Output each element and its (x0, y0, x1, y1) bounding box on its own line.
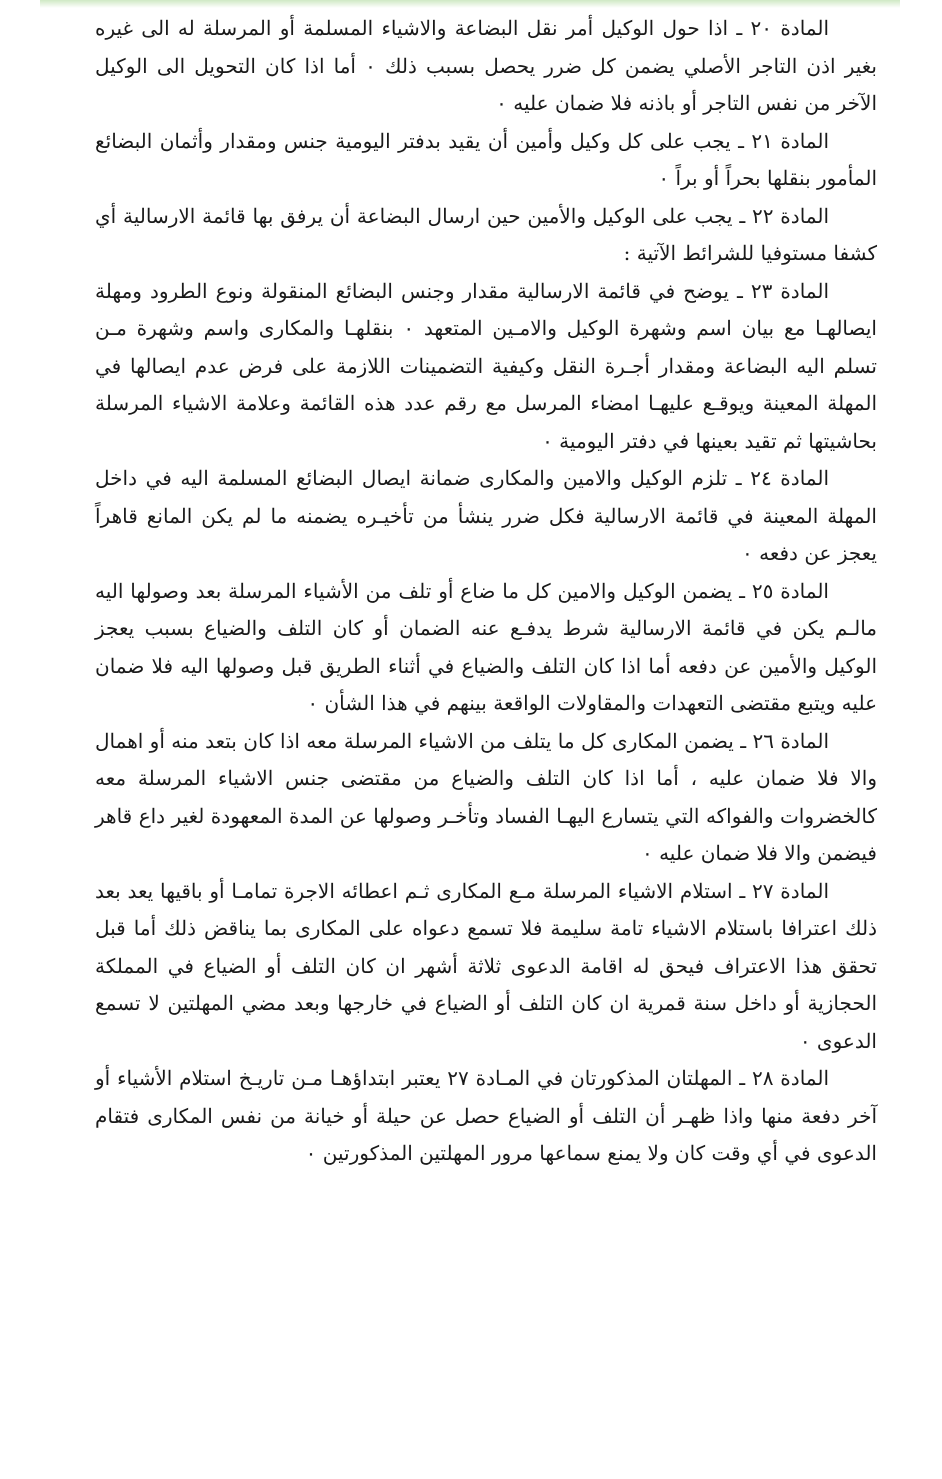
top-color-strip (40, 0, 900, 8)
article-label: المادة ٢٦ ـ (740, 728, 830, 753)
article-22 (95, 198, 877, 273)
article-label: المادة ٢٢ ـ (739, 203, 829, 228)
article-24 (95, 460, 877, 573)
article-28 (95, 1060, 877, 1173)
article-label: المادة ٢٤ ـ (735, 466, 829, 490)
article-23 (95, 273, 877, 461)
article-text: المهلتان المذكورتان في المـادة ٢٧ يعتبر ابتداؤهـا مـن تاريـخ استلام الأشياء أو آخر دفعة منها واذا ظهـر أن التلف أو الضياع حصل عن حيلة أو خيانة من نفس المكارى فتقام الدعوى في أي وقت كان ولا يمنع سماعها مرور المهلتين المذكورتين ٠ (95, 1066, 877, 1165)
article-20 (95, 10, 877, 123)
article-text: يضمن الوكيل والامين كل ما ضاع أو تلف من الأشياء المرسلة بعد وصولها اليه مالـم يكن في قائمة الارسالية شرط يدفـع عنه الضمان أو كان التلف والضياع بسبب يعجز الوكيل والأمين عن دفعه أما اذا كان التلف والضياع في أثناء الطريق قبل وصولها اليه فلا ضمان عليه ويتبع مقتضى التعهدات والمقاولات الواقعة بينهم في هذا الشأن ٠ (95, 578, 877, 715)
article-26 (95, 723, 877, 873)
article-label: المادة ٢٨ ـ (739, 1066, 829, 1090)
article-text: يضمن المكارى كل ما يتلف من الاشياء المرسلة معه اذا كان بتعد منه أو اهمال والا فلا ضمان عليه ، أما اذا كان التلف والضياع من مقتضى جنس الاشياء المرسلة معه كالخضروات والفواكه التي يتسارع اليهـا الفساد وتأخـر وصولها عن المدة المعهودة لغير داع قاهر فيضمن والا فلا ضمان عليه ٠ (95, 728, 877, 865)
article-label: المادة ٢٠ ـ (736, 16, 830, 40)
article-text: تلزم الوكيل والامين والمكارى ضمانة ايصال البضائع المسلمة اليه في داخل المهلة المعينة في قائمة الارسالية فكل ضرر ينشأ من تأخيـره يضمنه ما لم يكن المانع قاهراً يعجز عن دفعه ٠ (95, 466, 877, 565)
article-27 (95, 873, 877, 1061)
article-25 (95, 573, 877, 723)
article-text: استلام الاشياء المرسلة مـع المكارى ثـم اعطائه الاجرة تمامـا أو باقيها يعد بعد ذلك اعترافا باستلام الاشياء تامة سليمة فلا تسمع دعواه على المكارى بما يناقض ذلك أما قبل تحقق هذا الاعتراف فيحق له اقامة الدعوى ثلاثة أشهر ان كان التلف أو الضياع في المملكة الحجازية أو داخل سنة قمرية ان كان التلف أو الضياع في خارجها وبعد مضي المهلتين لا تسمع الدعوى ٠ (95, 878, 878, 1053)
article-text: يجب على الوكيل والأمين حين ارسال البضاعة أن يرفق بها قائمة الارسالية أي كشفا مستوفيا للشرائط الآتية : (95, 203, 877, 265)
articles-text-block (95, 10, 877, 1173)
article-21 (95, 123, 877, 198)
article-text: يوضح في قائمة الارسالية مقدار وجنس البضائع المنقولة ونوع الطرود ومهلة ايصالهـا مع بيان اسم وشهرة الوكيل والامـين المتعهد ٠ بنقلهـا والمكارى واسم وشهرة مـن تسلم اليه البضاعة ومقدار أجـرة النقل وكيفية التضمينات اللازمة على فرض عدم ايصالها في المهلة المعينة ويوقـع عليهـا امضاء المرسل مع رقم عدد هذه القائمة وعلامة الاشياء المرسلة بحاشيتها ثم تقيد بعينها في دفتر اليومية ٠ (95, 278, 877, 453)
article-text: يجب على كل وكيل وأمين أن يقيد بدفتر اليومية جنس ومقدار وأثمان البضائع المأمور بنقلها بحراً أو براً ٠ (95, 128, 877, 190)
article-text: اذا حول الوكيل أمر نقل البضاعة والاشياء المسلمة أو المرسلة له الى غيره بغير اذن التاجر الأصلي يضمن كل ضرر يحصل بسبب ذلك ٠ أما اذا كان التحويل الى الوكيل الآخر من نفس التاجر أو باذنه فلا ضمان عليه ٠ (95, 16, 877, 115)
article-label: المادة ٢١ ـ (738, 128, 830, 153)
article-label: المادة ٢٧ ـ (739, 878, 829, 903)
article-label: المادة ٢٣ ـ (736, 278, 830, 303)
article-label: المادة ٢٥ ـ (739, 578, 829, 603)
